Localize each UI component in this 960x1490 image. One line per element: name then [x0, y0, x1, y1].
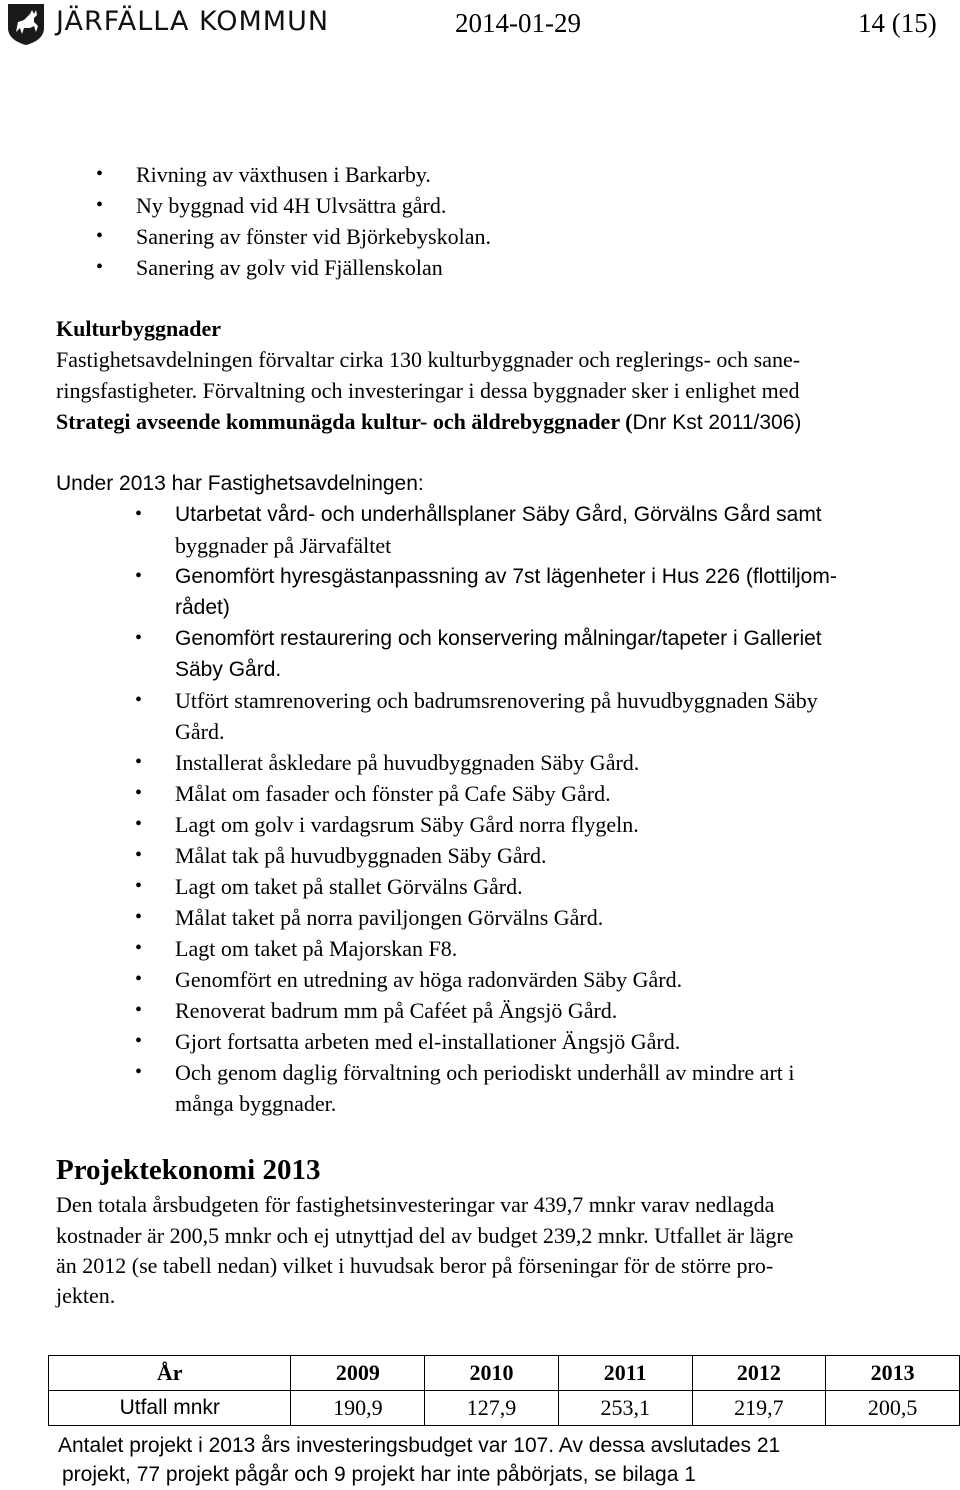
- diary-number: Dnr Kst 2011/306): [632, 411, 802, 434]
- bullet-icon: •: [96, 256, 104, 278]
- bullet-icon: •: [135, 999, 143, 1021]
- paragraph-line: än 2012 (se tabell nedan) vilket i huvudsak beror på förseningar för de större pro-: [56, 1253, 774, 1278]
- strategy-reference: [56, 406, 801, 438]
- list-item: • Ny byggnad vid 4H Ulvsättra gård.: [136, 190, 491, 221]
- table-cell: 190,9: [291, 1391, 425, 1426]
- table-cell: Utfall mnkr: [49, 1391, 291, 1426]
- bullet-icon: •: [96, 194, 104, 216]
- table-row: [49, 1391, 960, 1426]
- list-item: • Lagt om taket på stallet Görvälns Gård.: [175, 871, 837, 902]
- bullet-icon: •: [135, 1061, 143, 1083]
- list-item: • Lagt om golv i vardagsrum Säby Gård norra flygeln.: [175, 809, 837, 840]
- table-header-cell: 2011: [558, 1356, 692, 1391]
- table-cell: 219,7: [692, 1391, 826, 1426]
- list-item: • Genomfört restaurering och konservering målningar/tapeter i Galleriet Säby Gård.: [175, 623, 837, 685]
- paragraph-line: kostnader är 200,5 mnkr och ej utnyttjad del av budget 239,2 mnkr. Utfallet är lägre: [56, 1223, 794, 1248]
- bullet-icon: •: [135, 627, 143, 649]
- top-bullet-list: [96, 159, 491, 283]
- list-item: • Renoverat badrum mm på Caféet på Ängsjö Gård.: [175, 995, 837, 1026]
- list-item: • Gjort fortsatta arbeten med el-installationer Ängsjö Gård.: [175, 1026, 837, 1057]
- table-header-cell: 2013: [826, 1356, 960, 1391]
- table-cell: 127,9: [425, 1391, 559, 1426]
- list-item: • Målat om fasader och fönster på Cafe Säby Gård.: [175, 778, 837, 809]
- table-header-cell: 2009: [291, 1356, 425, 1391]
- bullet-icon: •: [96, 225, 104, 247]
- bullet-icon: •: [135, 844, 143, 866]
- table-header-cell: År: [49, 1356, 291, 1391]
- org-name: JÄRFÄLLA KOMMUN: [56, 6, 330, 37]
- table-header-cell: 2010: [425, 1356, 559, 1391]
- document-date: 2014-01-29: [455, 8, 581, 38]
- list-item: • Genomfört hyresgästanpassning av 7st lägenheter i Hus 226 (flottiljom- rådet): [175, 561, 837, 623]
- paragraph-line: Fastighetsavdelningen förvaltar cirka 130 kulturbyggnader och reglerings- och sane-: [56, 347, 801, 372]
- footer-note-line: Antalet projekt i 2013 års investeringsbudget var 107. Av dessa avslutades 21: [58, 1434, 781, 1457]
- section-heading-projektekonomi: Projektekonomi 2013: [56, 1154, 321, 1186]
- municipality-crest-icon: [4, 2, 48, 46]
- list-item: • Sanering av golv vid Fjällenskolan: [136, 252, 491, 283]
- paragraph-line: jekten.: [56, 1283, 116, 1308]
- page-number: 14 (15): [858, 8, 937, 38]
- bullet-icon: •: [135, 1030, 143, 1052]
- list-item: • Sanering av fönster vid Björkebyskolan.: [136, 221, 491, 252]
- utfall-table: [48, 1355, 960, 1426]
- footer-note-line: projekt, 77 projekt pågår och 9 projekt har inte påbörjats, se bilaga 1: [62, 1463, 696, 1486]
- list-item: • Och genom daglig förvaltning och periodiskt underhåll av mindre art i många byggnader.: [175, 1057, 837, 1119]
- bullet-icon: •: [135, 813, 143, 835]
- list-item: • Installerat åskledare på huvudbyggnaden Säby Gård.: [175, 747, 837, 778]
- bullet-icon: •: [135, 689, 143, 711]
- under-2013-intro: Under 2013 har Fastighetsavdelningen:: [56, 472, 424, 495]
- bullet-icon: •: [135, 937, 143, 959]
- strategy-title: Strategi avseende kommunägda kultur- och äldrebyggnader (: [56, 409, 633, 434]
- paragraph-line: Den totala årsbudgeten för fastighetsinvesteringar var 439,7 mnkr varav nedlagda: [56, 1192, 775, 1217]
- bullet-icon: •: [135, 875, 143, 897]
- bullet-icon: •: [96, 163, 104, 185]
- page-header: [0, 0, 960, 50]
- bullet-icon: •: [135, 906, 143, 928]
- list-item: • Målat taket på norra paviljongen Görvälns Gård.: [175, 902, 837, 933]
- table-header-cell: 2012: [692, 1356, 826, 1391]
- bullet-icon: •: [135, 503, 143, 525]
- list-item: • Genomfört en utredning av höga radonvärden Säby Gård.: [175, 964, 837, 995]
- table-cell: 200,5: [826, 1391, 960, 1426]
- list-item: • Rivning av växthusen i Barkarby.: [136, 159, 491, 190]
- paragraph-line: ringsfastigheter. Förvaltning och investeringar i dessa byggnader sker i enlighet med: [56, 378, 800, 403]
- table-cell: 253,1: [558, 1391, 692, 1426]
- list-item: • Utfört stamrenovering och badrumsrenovering på huvudbyggnaden Säby Gård.: [175, 685, 837, 747]
- achievements-list: [135, 499, 837, 1119]
- list-item: • Målat tak på huvudbyggnaden Säby Gård.: [175, 840, 837, 871]
- section-heading-kulturbyggnader: Kulturbyggnader: [56, 316, 222, 341]
- bullet-icon: •: [135, 968, 143, 990]
- table-header-row: [49, 1356, 960, 1391]
- list-item: • Utarbetat vård- och underhållsplaner Säby Gård, Görvälns Gård samt byggnader på Järvafältet: [175, 499, 837, 561]
- list-item: • Lagt om taket på Majorskan F8.: [175, 933, 837, 964]
- bullet-icon: •: [135, 751, 143, 773]
- bullet-icon: •: [135, 782, 143, 804]
- bullet-icon: •: [135, 565, 143, 587]
